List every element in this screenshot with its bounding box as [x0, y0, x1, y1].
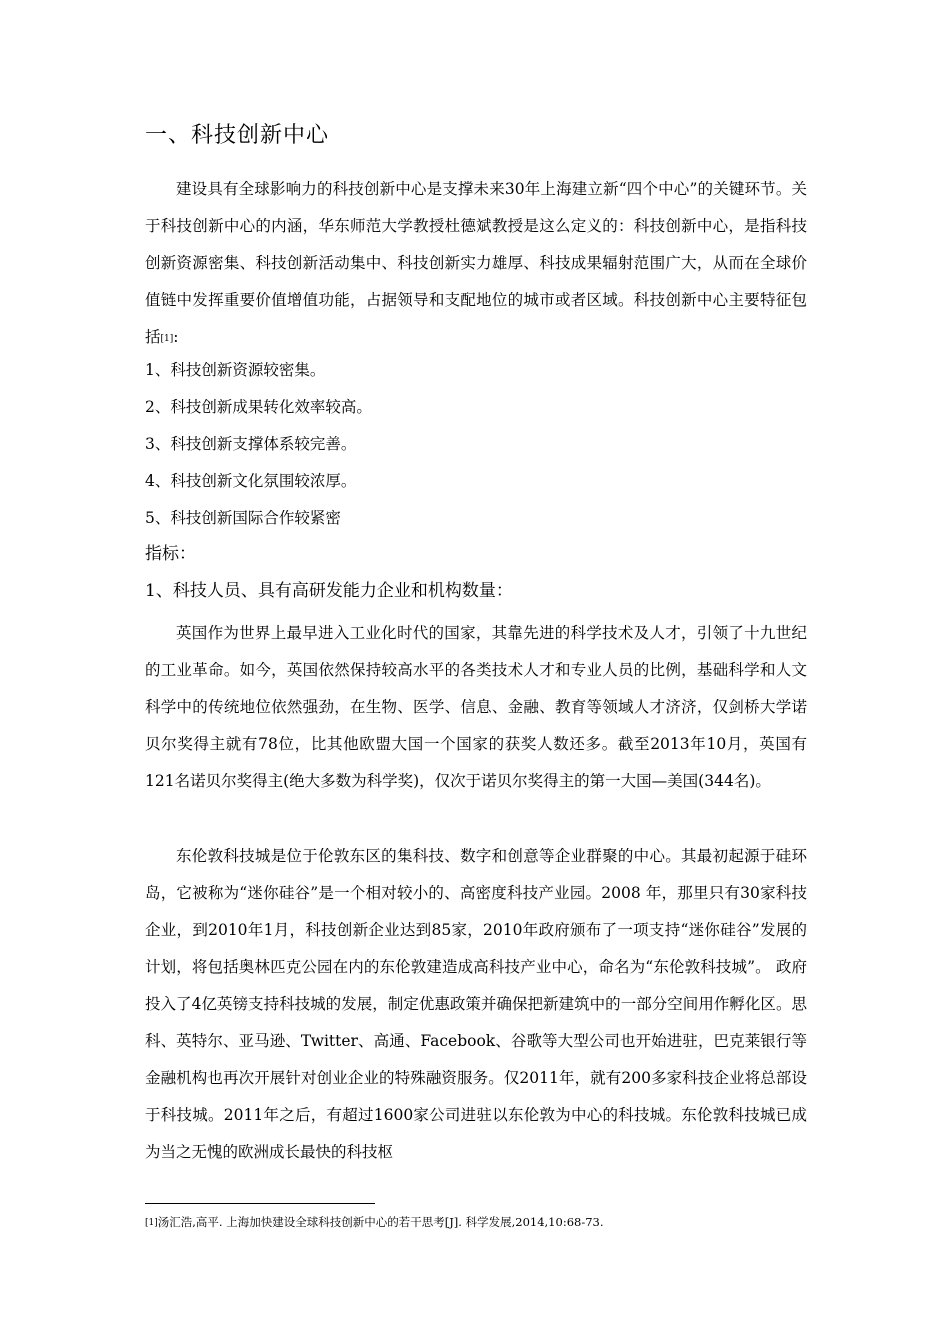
footnote-mark: [1]	[145, 1218, 158, 1228]
feature-item-4: 4、科技创新文化氛围较浓厚。	[145, 472, 357, 490]
feature-item-2: 2、科技创新成果转化效率较高。	[145, 398, 372, 416]
intro-colon: :	[173, 328, 179, 346]
feature-item-5: 5、科技创新国际合作较紧密	[145, 509, 341, 527]
footnote-text: 汤汇浩,高平. 上海加快建设全球科技创新中心的若干思考[J]. 科学发展,2014,10:68-73.	[157, 1215, 604, 1229]
footnote-divider	[145, 1203, 375, 1204]
reference-mark[interactable]: [1]	[160, 334, 174, 344]
uk-paragraph: 英国作为世界上最早进入工业化时代的国家，其靠先进的科学技术及人才，引领了十九世纪的工业革命。如今，英国依然保持较高水平的各类技术人才和专业人员的比例，基础科学和人文科学中的传统地位依然强劲，在生物、医学、信息、金融、教育等领域人才济济，仅剑桥大学诺贝尔奖得主就有78位，比其他欧盟大国一个国家的获奖人数还多。截至2013年10月，英国有121名诺贝尔奖得主(绝大多数为科学奖)，仅次于诺贝尔奖得主的第一大国—美国(344名)。	[145, 624, 807, 790]
intro-text: 建设具有全球影响力的科技创新中心是支撑未来30年上海建立新“四个中心”的关键环节。关于科技创新中心的内涵，华东师范大学教授杜德斌教授是这么定义的：科技创新中心，是指科技创新资源密集、科技创新活动集中、科技创新实力雄厚、科技成果辐射范围广大，从而在全球价值链中发挥重要价值增值功能，占据领导和支配地位的城市或者区域。科技创新中心主要特征包括	[145, 180, 807, 346]
footnote	[145, 1212, 604, 1234]
intro-paragraph	[145, 171, 807, 359]
section-heading: 一、科技创新中心	[145, 123, 330, 148]
feature-item-3: 3、科技创新支撑体系较完善。	[145, 435, 357, 453]
feature-item-1: 1、科技创新资源较密集。	[145, 361, 326, 379]
indicator-item-1: 1、科技人员、具有高研发能力企业和机构数量：	[145, 581, 513, 601]
tech-city-paragraph: 东伦敦科技城是位于伦敦东区的集科技、数字和创意等企业群聚的中心。其最初起源于硅环岛，它被称为“迷你硅谷”是一个相对较小的、高密度科技产业园。2008 年，那里只有30家科技企业，到2010年1月，科技创新企业达到85家，2010年政府颁布了一项支持“迷你硅谷”发展的计划，将包括奥林匹克公园在内的东伦敦建造成高科技产业中心，命名为“东伦敦科技城”。 政府投入了4亿英镑支持科技城的发展，制定优惠政策并确保把新建筑中的一部分空间用作孵化区。思科、英特尔、亚马逊、Twitter、高通、Facebook、谷歌等大型公司也开始进驻，巴克莱银行等金融机构也再次开展针对创业企业的特殊融资服务。仅2011年，就有200多家科技企业将总部设于科技城。2011年之后，有超过1600家公司进驻以东伦敦为中心的科技城。东伦敦科技城已成为当之无愧的欧洲成长最快的科技枢	[145, 847, 807, 1161]
indicators-label: 指标：	[145, 544, 196, 564]
